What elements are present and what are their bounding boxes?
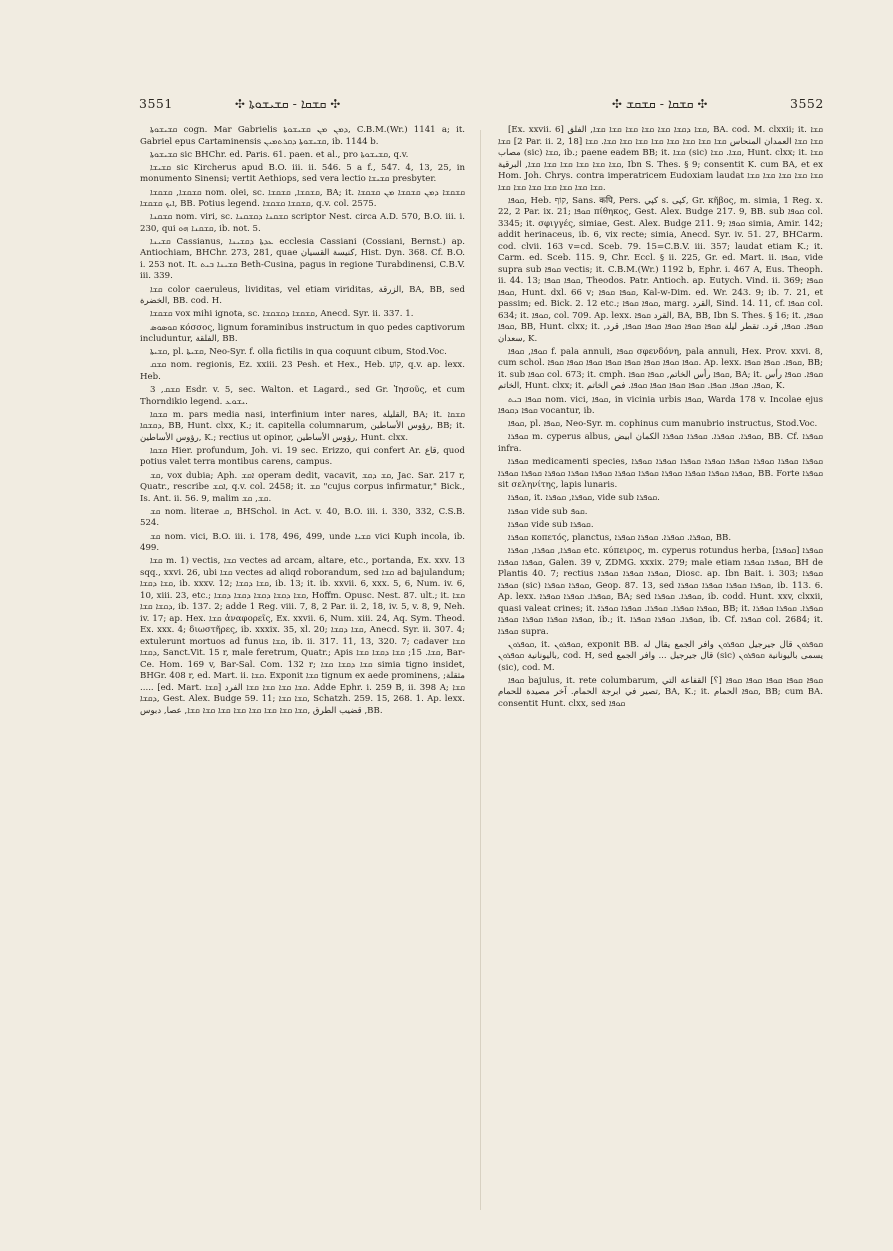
dictionary-entry: ܩܫܐ color caeruleus, lividitas, vel etiam viriditas, الزرقة, BA, BB, sed الخضرة, BB. cod. H. bbox=[140, 284, 465, 307]
dictionary-entry: ܩܘܦܪܐ κοπετός, planctus, ܩܘܦܪܐ. ܩܘܦܪܐ. ܩܘܦܪܐ ܩܘܦܪܐ, BB. bbox=[508, 532, 732, 543]
dictionary-entry: ܩܫܩ, 3 Esdr. v. 5, sec. Walton. et Lagard., sed Gr. Ἰησοῦς, et cum Thorndikio legend. ܝܫܘܥ. bbox=[140, 385, 465, 407]
dictionary-entry: ܩܘܦܐ, Heb. קוֹף, Sans. कपि, Pers. كپي s. كپى, Gr. κῆβος, m. simia, 1 Reg. x. 22, 2 Par. ix. 21; ܩܘܦܐ πίθηκος, Gest. Alex. Budge 217. 9, BB. sub ܩܘܦܐ col. 3345; it. σφιγγές, simiae, Gest. Alex. Budge 211. 9; ܩܘܦܐ simia, Amir. 142; addit herinaceus, ib. 6, vix recte; simia, Anecd. Syr. iv. 51. 27, BHCarm. cod. clvii. 163 v=cd. Sceb. 79. 15=C.B.V. iii. 357; laudat etiam K.; it. Carm. ed. Sceb. 115. 9, Chr. Eccl. § ii. 225, Gr. ed. Mart. ii. ܩܘܦܐ, vide supra sub ܩܘܦܐ vectis; it. C.B.M.(Wr.) 1192 b, Ephr. i. 467 A, Eus. Theoph. ii. 44. 13; ܩܘܦܐ ܩܘܦܐ, Theodos. Patr. Antioch. ap. Eutych. Vind. ii. 369; ܩܘܦܐ ܩܘܦܐ, Hunt. dxl. 66 v; ܩܘܦܐ ܩܘܦܐ, Kal-w-Dim. ed. Wr. 243. 9; ib. 7. 21, et passim; ed. Bick. 2. 12 etc.; ܩܘܦܐ ܩܘܦܐ, marg. القرد, Sind. 14. 11, cf. ܩܘܦܐ col. 634; it. ܩܘܦܐ, col. 709. Ap. lexx. القرد ܩܘܦܐ, BA, BB, Ibn S. Thes. § 16; it. ܩܘܦܐ, ܩܘܦܐ, BB, Hunt. clxx; it. ܩܘܦܐ. ܩܘܦܐ, قرد. تقطر ليلة ܩܘܦܐ ܩܘܦܐ ܩܘܦܐ ܩܘܦܐ ܩܘܦܐ, قرد, سعدان, K. bbox=[498, 195, 823, 344]
dictionary-entry: ܩܫܩܫܐ, ܩܫܩܫܐ nom. olei, sc. ܩܫܩܫܐ, ܩܫܩܫܐ, BA; it. ܩܫܩܫܐ ܕܡܢ ܩܫܩܫܐ ܡܢ ܩܫܩܫܐ ܐܝܟ ܩܫܩܫܐ, BB. Potius legend. ܩܫܩܫܐ ܩܫܩܫܐ, q.v. col. 2575. bbox=[140, 187, 465, 210]
dictionary-entry: ܩܘܦܪܐ vide sub ܩܘܦܪܐ. bbox=[508, 519, 594, 530]
dictionary-entry: [Ex. xxvii. 6] ܩܫܐ ܕܩܫܐ ܩܫܐ ܩܫܐ ܩܫܐ ܩܫܐ ܩܫܐ, الفلق, BA. cod. M. clxxii; it. ܩܫܐ ܩܫܐ [2 Par. ii. 2, 18] ܩܫܐ ܩܫܐ العمدان المنحاس ܩܫܐ ܩܫܐ ܩܫܐ ܩܫܐ ܩܫܐ ܩܫܐ ܩܫܐ ܩܫܐ. ܩܫܐ مصاب (sic) ܩܫܐ, ib.; paene eadem BB; it. ܩܫܐ (sic) ܩܫܐ. ܩܫܐ, Hunt. clxx; it. ܩܫܐ ܩܫܐ ܩܫܐ ܩܫܐ ܩܫܐ ܩܫܐ ܩܫܐ, البرقية, Ibn S. Thes. § 9; consentit K. cum BA, et ex Hom. Joh. Chrys. contra imperatricem Eudoxiam laudat ܩܫܐ ܩܫܐ ܩܫܐ ܩܫܐ ܩܫܐ ܩܫܐ ܩܫܐ ܩܫܐ ܩܫܐ ܩܫܐ ܩܫܐ ܩܫܐ. bbox=[498, 125, 823, 193]
dictionary-entry: ܩܫܩܫܐ vox mihi ignota, sc. ܩܫܩܫܐ ܕܩܫܩܫܐ, Anecd. Syr. ii. 337. 1. bbox=[150, 309, 414, 320]
right-running-head: ✣ ܩܫܩܐ - ܩܫܩܫ ✣ bbox=[612, 96, 708, 111]
dictionary-entry: ܩܫܝܬܐ, pl. ܩܫܝܬܐ, Neo-Syr. f. olla fictilis in qua coquunt cibum, Stod.Voc. bbox=[150, 347, 447, 358]
dictionary-entry: ܩܘܦܐ, ܩܘܦܐ f. pala annuli, ܩܘܦܐ σφενδόνη, pala annuli, Hex. Prov. xxvi. 8, cum schol. ܩܘܦܐ ܩܘܦܐ ܩܘܦܐ ܩܘܦܐ ܩܘܦܐ ܩܘܦܐ ܩܘܦܐ ܩܘܦܐ. Ap. lexx. ܩܘܦܐ. ܩܘܦܐ ܩܘܦܐ, BB; it. sub ܩܘܦܐ col. 673; it. cmph. ܩܘܦܐ رأس الخاتم, ܩܘܦܐ ܩܘܦܐ, BA; it. ܩܘܦܐ. ܩܘܦܐ رأس الخاتم, Hunt. clxx; it. ܩܘܦܐ. ܩܘܦܐ. ܩܘܦܐ. ܩܘܦܐ ܩܘܦܐ ܩܘܦܐ ܩܘܦܐ. فص الخاتم, K. bbox=[498, 346, 823, 392]
dictionary-entry: ܩܫܝܫܐ sic Kircherus apud B.O. iii. ii. 546. 5 a f., 547. 4, 13, 25, in monumento Sinensi; vertit Aethiops, sed vera lectio ܩܫܝܫܐ presbyter. bbox=[140, 162, 465, 185]
right-column bbox=[498, 125, 823, 1217]
dictionary-entry: ܩܘܦܐ, pl. ܩܘܦܐ, Neo-Syr. m. cophinus cum manubrio instructus, Stod.Voc. bbox=[508, 419, 818, 430]
column-divider bbox=[480, 130, 481, 1210]
dictionary-entry: ܩܫܐ m. 1) vectis, ܩܫܐ vectes ad arcam, altare, etc., portanda, Ex. xxv. 13 sqq., xxvi. 26, ubi ܩܫܐ vectes ad aliqd roborandum, sed ܩܫܐ ad bajulandum; ܩܫܐ ܕܩܫܐ, ib. xxxv. 12; ܩܫܐ ܕܩܫܐ, ib. 13; it. ib. xxvii. 6, xxx. 5, 6, Num. iv. 6, 10, xiii. 23, etc.; ܩܫܐ ܕܩܫܐ ܕܩܫܐ ܕܩܫܐ ܕܩܫܐ, Hoffm. Opusc. Nest. 87. ult.; it. ܩܫܐ ܕܩܫܐ ܩܫܐ, ib. 137. 2; adde 1 Reg. viii. 7, 8, 2 Par. ii. 2, 18, iv. 5, v. 8, 9, Neh. iv. 17; ap. Hex. ܩܫܐ ἀναφορεῖς, Ex. xxvii. 6, Num. xiii. 24, Aq. Sym. Theod. Ex. xxx. 4; διωστῆρες, ib. xxxix. 35, xl. 20; ܩܫܐ ܕܩܫܐ, Anecd. Syr. ii. 307. 4; extulerunt mortuos ad funus ܩܫܐ, ib. ii. 317. 11, 13, 320. 7; cadaver ܩܫܐ ܕܩܫܐ, Sanct.Vit. 15 r, male feretrum, Quatr.; Apis ܩܫܐ. 15; ܩܫܐ ܕܩܫܐ ܩܫܐ, Bar-Ce. Hom. 169 v, Bar-Sal. Com. 132 r; ܩܫܐ ܕܩܫܐ ܩܫܐ simia tigno insidet, BHGr. 408 r, ed. Mart. ii. ܩܫܐ. Exponit ܩܫܐ tignum ex aede prominens, ;مثقلة ..... [ed. Mart. ܩܫܐ] ܩܫܐ ܩܫܐ ܩܫܐ ܩܫܐ الفرد. Adde Ephr. i. 259 B, ii. 398 A; ܩܫܐ ܕܩܫܐ, Gest. Alex. Budge 59. 11; ܩܫܐ ܩܫܐ, Schatzh. 259. 15, 268. 1. Ap. lexx. قضيب الطرق ,ܩܫܐ ܩܫܐ ܩܫܐ ܩܫܐ ܩܫܐ ܩܫܐ ܩܫܐ ܩܫܐ, عصا, دبوس ,BB. bbox=[140, 556, 465, 716]
dictionary-entry: ܩܫ nom. vici, B.O. iii. i. 178, 496, 499, unde ܩܫܝܐ vici Kuph incola, ib. 499. bbox=[140, 531, 465, 553]
dictionary-entry: ܩܫܝܫܘܬܐ sic BHChr. ed. Paris. 61. paen. et al., pro ܩܫܝܫܘܬܐ, q.v. bbox=[150, 149, 409, 160]
dictionary-entry: ܩܘܦܪܐ medicamenti species, ܩܘܦܪܐ ܩܘܦܪܐ ܩܘܦܪܐ ܩܘܦܪܐ ܩܘܦܪܐ ܩܘܦܪܐ ܩܘܦܪܐ ܩܘܦܪܐ ܩܘܦܪܐ ܩܘܦܪܐ ܩܘܦܪܐ ܩܘܦܪܐ ܩܘܦܪܐ ܩܘܦܪܐ ܩܘܦܪܐ ܩܘܦܪܐ ܩܘܦܪܐ ܩܘܦܪܐ ܩܘܦܪܐ, BB. Forte ܩܘܦܪܐ sit σεληνίτης, lapis lunaris. bbox=[498, 457, 823, 491]
dictionary-entry: ܩܫܩܐ Hier. profundum, Joh. vi. 19 sec. Erizzo, qui confert Ar. قاع, quod potius valet terra montibus carens, campus. bbox=[140, 445, 465, 468]
dictionary-entry: ܩܫܩܐ m. pars media nasi, interfinium inter nares, القليلة, BA; it. ܩܫܩܐ ܕܩܫܩܐ, BB, Hunt. clxx, K.; it. capitella columnarum, رؤوس الأساطين, BB; it. رؤوس الأساطين, K.; rectius ut opinor, رؤوس الأساطين, Hunt. clxx. bbox=[140, 409, 465, 443]
left-page-number: 3551 bbox=[139, 96, 173, 111]
page-header bbox=[0, 96, 893, 118]
dictionary-entry: ܩܘܦܪܐ, it. ܩܘܦܪܐ, ܩܘܦܪܐ, vide sub ܩܘܦܪܐ. bbox=[508, 493, 660, 504]
dictionary-entry: ܩܘܦܐ bajulus, it. rete columbarum, ܩܘܦܐ ܩܘܦܐ ܩܘܦܐ ܩܘܦܐ ܩܘܦܐ [؟] القفاعة التي تصير في ابرجة الحمام. آخر مصيدة للحمام, BA, K.; it. ܩܘܦܐ الحمام, BB; cum BA. consentit Hunt. clxx, sed ܩܘܦܐ bbox=[498, 675, 823, 709]
dictionary-entry: ܩܘܣܘܣ κόσσος, lignum foraminibus instructum in quo pedes captivorum includuntur, الفلقة, BB. bbox=[140, 322, 465, 344]
dictionary-entry: ܩܘܦܪܐ vide sub ܩܘܦ. bbox=[508, 506, 588, 517]
dictionary-entry: ܩܫܝܫܘܬܐ cogn. Mar Gabrielis ܕܡܢ ܡܢ ܩܫܝܫܘܬܐ, C.B.M.(Wr.) 1141 a; it. Gabriel epus Cartaminensis ܩܫܝܫܘܬܐ ܕܩܪܬܡܝܢ, ib. 1144 b. bbox=[140, 125, 465, 147]
left-running-head: ✣ ܩܫܩܐ - ܩܫܝܫܘܬܐ ✣ bbox=[235, 96, 341, 111]
dictionary-entry: ܩܘܦܪܐ, ܩܘܦܪܐ, ܩܘܦܪܐ etc. κύπειρος, m. cyperus rotundus herba, [ܩܘܦܪܐ] ܩܘܦܪܐ ܩܘܦܪܐ ܩܘܦܪܐ, Galen. 39 v, ZDMG. xxxix. 279; male etiam ܩܘܦܪܐ ܩܘܦܪܐ, BH de Plantis 40. 7; rectius ܩܘܦܪܐ ܩܘܦܪܐ ܩܘܦܪܐ, Diosc. ap. Ibn Bait. i. 303; ܩܘܦܪܐ ܩܘܦܪܐ (sic) ܩܘܦܪܐ ܩܘܦܪܐ, Geop. 87. 13, sed ܩܘܦܪܐ ܩܘܦܪܐ ܩܘܦܪܐ ܩܘܦܪܐ, ib. 113. 6. Ap. lexx. ܩܘܦܪܐ. ܩܘܦܪܐ ܩܘܦܪܐ, BA; sed ܩܘܦܪܐ. ܩܘܦܪܐ, ib. codd. Hunt. xxv, clxxii, quasi valeat crines; it. ܩܘܦܪܐ ܩܘܦܪܐ. ܩܘܦܪܐ. ܩܘܦܪܐ ܩܘܦܪܐ, BB; it. ܩܘܦܪܐ. ܩܘܦܪܐ ܩܘܦܪܐ ܩܘܦܪܐ ܩܘܦܪܐ ܩܘܦܪܐ ܩܘܦܪܐ, ib.; it. ܩܘܦܪܐ. ܩܘܦܪܐ ܩܘܦܪܐ, ib. Cf. ܩܘܦܪܐ col. 2684; it. ܩܘܦܪܐ supra. bbox=[498, 546, 823, 637]
dictionary-entry: ܩܫ nom. literae ܩ, BHSchol. in Act. v. 40, B.O. iii. i. 330, 332, C.S.B. 524. bbox=[140, 506, 465, 529]
left-column bbox=[140, 125, 465, 1217]
dictionary-entry: ܩܘܦܪܐ m. cyperus albus, ܩܘܦܪܐ. ܩܘܦܪܐ. ܩܘܦܪܐ ܩܘܦܪܐ الكمان ابيض, BB. Cf. ܩܘܦܪܐ infra. bbox=[498, 432, 823, 454]
dictionary-entry: ܩܫ, vox dubia; Aph. ܐܩܫ operam dedit, vacavit, ܩܫ ܕܩܫ, Jac. Sar. 217 r, Quatr., rescribe ܐܩܫ, q.v. col. 2458; it. ܩܫ "cujus corpus infirmatur," Bick., Is. Ant. ii. 56. 9, malim ܩܫ, ܩܫ. bbox=[140, 470, 465, 504]
dictionary-entry: ܩܫܩܢܐ nom. viri, sc. ܩܫܩܢܐ ܕܩܫܩܢܐ scriptor Nest. circa A.D. 570, B.O. iii. i. 230, qui ܩܫܩܢܐ ܗܘ, ib. not. 5. bbox=[140, 212, 465, 234]
dictionary-entry: ܩܫܩ nom. regionis, Ez. xxiii. 23 Pesh. et Hex., Heb. קוֹעַ, q.v. ap. lexx. Heb. bbox=[140, 360, 465, 382]
dictionary-entry: ܩܘܦܐ ܒܝܬ nom. vici, ܩܘܦܐ, in vicinia urbis ܩܘܦܐ, Warda 178 v. Incolae ejus ܩܘܦܐ ܕܩܘܦܐ vocantur, ib. bbox=[498, 394, 823, 417]
dictionary-entry: ܩܘܦܪܘܢ, it. ܩܘܦܪܘܢ, exponit BB. ܩܘܦܪܘܢ قال جيرجيل ܩܘܦܪܘܢ وافر الجمع يقال له باليونانية ܩܘܦܪܘܢ, cod. H, sed قال جيرجيل ... وافر الجمع (sic) يسمى باليونانية ܩܘܦܪܘܢ (sic), cod. M. bbox=[498, 639, 823, 673]
right-page-number: 3552 bbox=[790, 96, 824, 111]
dictionary-entry: ܩܫܝܢܐ Cassianus, ܥܕܬܐ ܕܩܫܝܢܐ ecclesia Cassiani (Cossiani, Bernst.) ap. Antiochiam, BHChr. 273, 281, quae كنيسة القسيان, Hist. Dyn. 368. Cf. B.O. i. 253 not. It. ܩܫܝܢܐ ܒܝܬ Beth-Cusina, pagus in regione Turabdinensi, C.B.V. iii. 339. bbox=[140, 236, 465, 282]
